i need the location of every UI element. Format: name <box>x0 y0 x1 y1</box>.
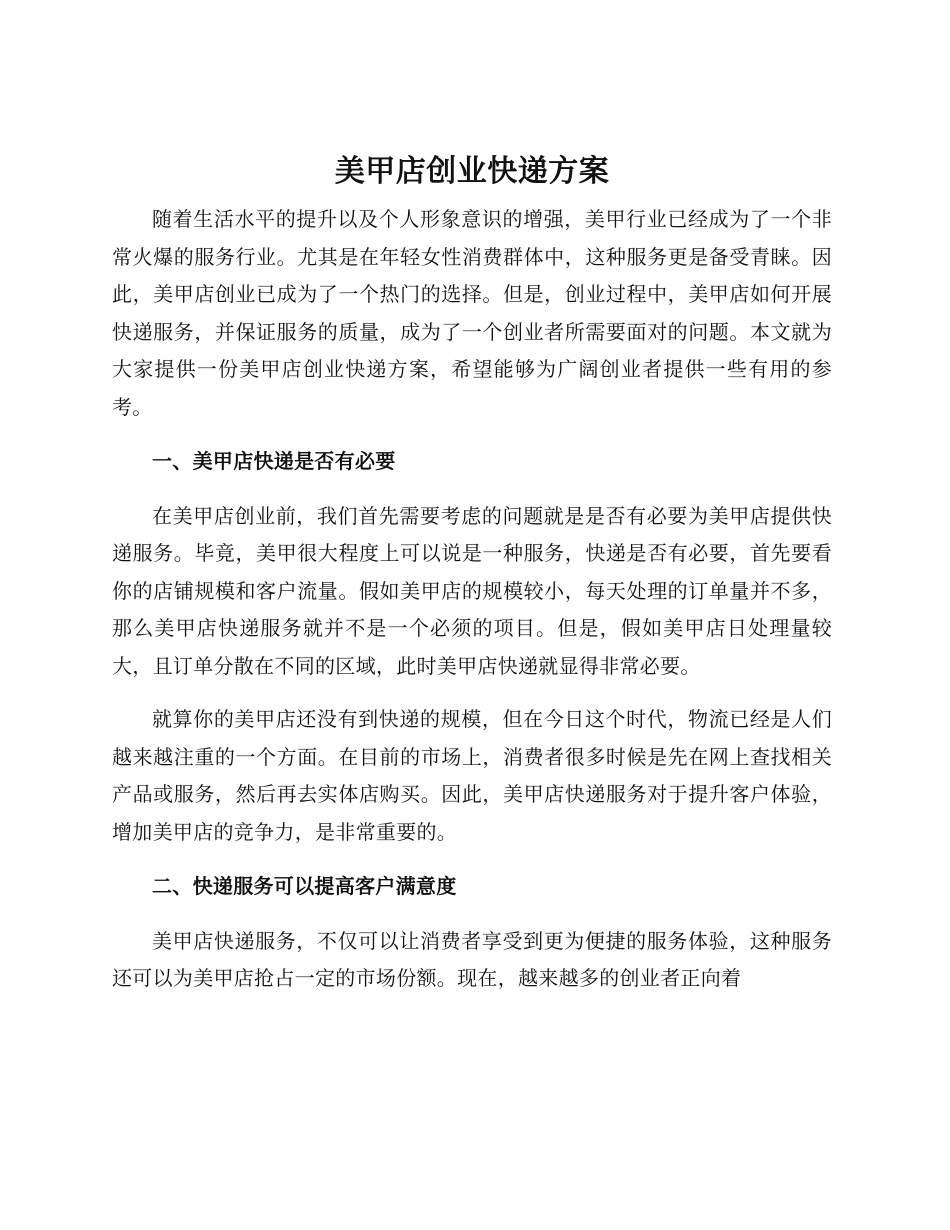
section-2-heading: 二、快递服务可以提高客户满意度 <box>152 874 457 898</box>
document-title: 美甲店创业快递方案 <box>334 154 610 189</box>
section-1-paragraph-1: 在美甲店创业前，我们首先需要考虑的问题就是是否有必要为美甲店提供快递服务。毕竟，美甲很大程度上可以说是一种服务，快递是否有必要，首先要看你的店铺规模和客户流量。假如美甲店的规模较小，每天处理的订单量并不多，那么美甲店快递服务就并不是一个必须的项目。但是，假如美甲店日处理量较大，且订单分散在不同的区域，此时美甲店快递就显得非常必要。 <box>112 503 832 678</box>
section-1-heading: 一、美甲店快递是否有必要 <box>152 449 396 473</box>
intro-paragraph: 随着生活水平的提升以及个人形象意识的增强，美甲行业已经成为了一个非常火爆的服务行业。尤其是在年轻女性消费群体中，这种服务更是备受青睐。因此，美甲店创业已成为了一个热门的选择。但是，创业过程中，美甲店如何开展快递服务，并保证服务的质量，成为了一个创业者所需要面对的问题。本文就为大家提供一份美甲店创业快递方案，希望能够为广阔创业者提供一些有用的参考。 <box>112 207 832 419</box>
document-page <box>112 150 832 998</box>
section-2-paragraph-1: 美甲店快递服务，不仅可以让消费者享受到更为便捷的服务体验，这种服务还可以为美甲店抢占一定的市场份额。现在，越来越多的创业者正向着 <box>112 928 832 990</box>
section-1-paragraph-2: 就算你的美甲店还没有到快递的规模，但在今日这个时代，物流已经是人们越来越注重的一个方面。在目前的市场上，消费者很多时候是先在网上查找相关产品或服务，然后再去实体店购买。因此，美甲店快递服务对于提升客户体验，增加美甲店的竞争力，是非常重要的。 <box>112 707 832 844</box>
